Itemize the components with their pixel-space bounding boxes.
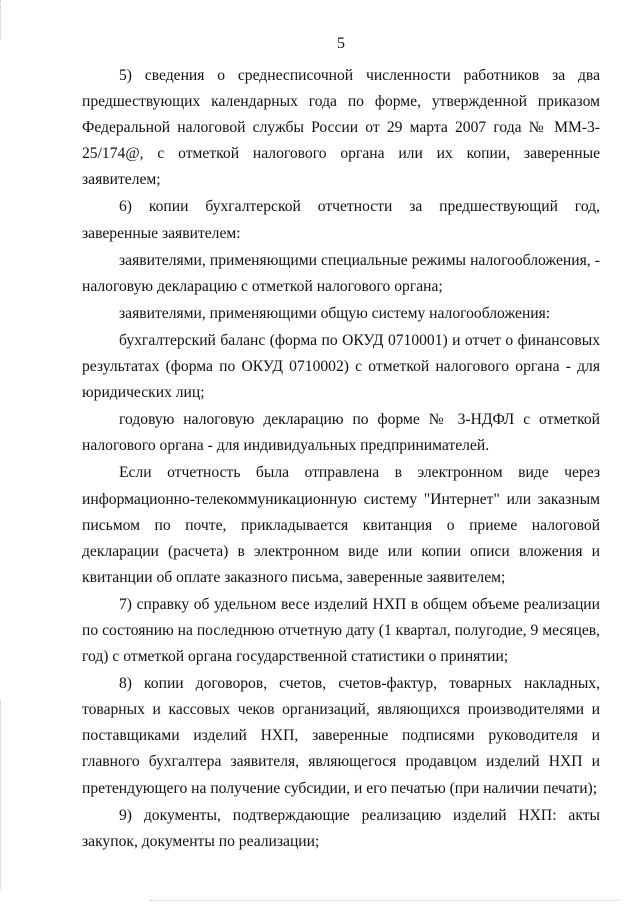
paragraph-item-5-headcount: 5) сведения о среднесписочной численности работников за два предшествующих календарных года по форме, утвержденной приказом Федеральной налоговой службы России от 29 марта 2007 года № ММ-3-25/174@, с отметкой налогового органа или их копии, заверенные заявителем; [82, 67, 600, 189]
paragraph-annual-declaration: годовую налоговую декларацию по форме № 3-НДФЛ с отметкой налогового органа - для индивидуальных предпринимателей. [82, 411, 600, 455]
paragraph-balance-sheet: бухгалтерский баланс (форма по ОКУД 0710001) и отчет о финансовых результатах (форма по ОКУД 0710002) с отметкой налогового органа - для юридических лиц; [82, 331, 600, 402]
paragraph-item-9-sales-documents: 9) документы, подтверждающие реализацию изделий НХП: акты закупок, документы по реализации; [82, 806, 600, 850]
paragraph-electronic-submission: Если отчетность была отправлена в электронном виде через информационно-телекоммуникационную систему "Интернет" или заказным письмом по почте, прикладывается квитанция о приеме налоговой декларации (расчета) в электронном виде или копии описи вложения и квитанции об оплате заказного письма, заверенные заявителем; [82, 464, 600, 586]
paragraph-item-6-accounting: 6) копии бухгалтерской отчетности за предшествующий год, заверенные заявителем: [82, 198, 600, 242]
page-number: 5 [337, 35, 345, 52]
scan-edge-mark-bottom [0, 700, 2, 890]
scan-edge-mark-top [0, 0, 2, 40]
paragraph-general-tax-system: заявителями, применяющими общую систему налогообложения: [119, 304, 551, 322]
paragraph-item-8-contracts: 8) копии договоров, счетов, счетов-фактур, товарных накладных, товарных и кассовых чеков организаций, являющихся производителями и поставщиками изделий НХП, заверенные подписями руководителя и главного бухгалтера заявителя, являющегося продавцом изделий НХП и претендующего на получение субсидии, и его печатью (при наличии печати); [82, 675, 600, 797]
paragraph-item-7-share-certificate: 7) справку об удельном весе изделий НХП в общем объеме реализации по состоянию на последнюю отчетную дату (1 квартал, полугодие, 9 месяцев, год) с отметкой органа государственной статистики о принятии; [82, 595, 600, 666]
paragraph-special-tax-regimes: заявителями, применяющими специальные режимы налогообложения, - налоговую декларацию с отметкой налогового органа; [82, 251, 600, 295]
document-page [82, 34, 600, 855]
scan-bottom-edge [150, 900, 620, 902]
